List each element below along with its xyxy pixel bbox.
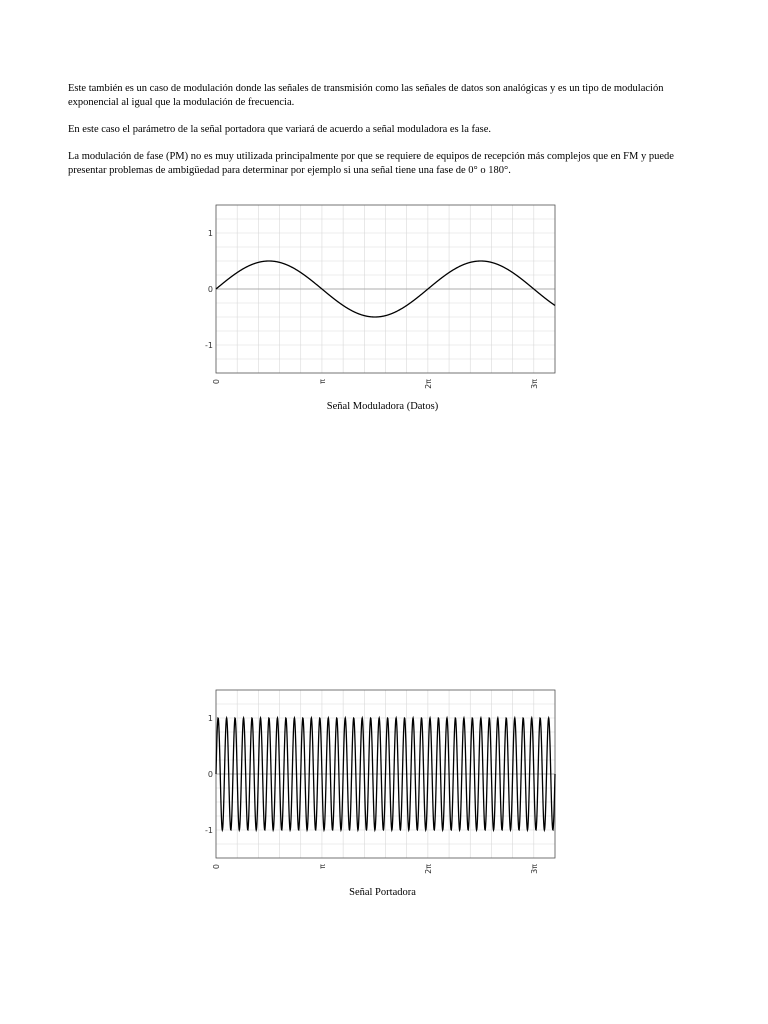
x-tick-label: 2π xyxy=(423,379,433,389)
paragraph-intro: Este también es un caso de modulación donde las señales de transmisión como las señales de datos son analógicas y es un tipo de modulación exponencial al igual que la modulación de frecuencia. xyxy=(68,83,664,108)
paragraph-pm-usage: La modulación de fase (PM) no es muy utilizada principalmente por que se requiere de equipos de recepción más complejos que en FM y puede presentar problemas de ambigüedad para determinar por ejemplo si una señal tiene una fase de 0° o 180°. xyxy=(68,151,674,176)
x-tick-label: 2π xyxy=(423,864,433,874)
y-tick-label: 0 xyxy=(207,285,213,294)
chart-carrier-signal xyxy=(205,680,560,885)
x-tick-label: π xyxy=(317,864,327,869)
chart-modulating-signal xyxy=(205,195,560,400)
x-tick-label: 0 xyxy=(212,379,221,385)
y-tick-label: 1 xyxy=(207,714,213,723)
x-tick-label: 3π xyxy=(529,379,539,389)
y-tick-label: -1 xyxy=(205,826,213,835)
figure-carrier-signal xyxy=(205,680,560,905)
y-tick-label: 1 xyxy=(207,229,213,238)
y-tick-label: 0 xyxy=(207,770,213,779)
figure-modulating-signal xyxy=(205,195,560,420)
paragraph-carrier-parameter: En este caso el parámetro de la señal portadora que variará de acuerdo a señal moduladora es la fase. xyxy=(68,124,492,135)
x-tick-label: 3π xyxy=(529,864,539,874)
y-tick-label: -1 xyxy=(205,341,213,350)
caption-modulating-signal: Señal Moduladora (Datos) xyxy=(326,401,439,412)
x-tick-label: 0 xyxy=(212,864,221,870)
caption-carrier-signal: Señal Portadora xyxy=(349,887,416,898)
x-tick-label: π xyxy=(317,379,327,384)
